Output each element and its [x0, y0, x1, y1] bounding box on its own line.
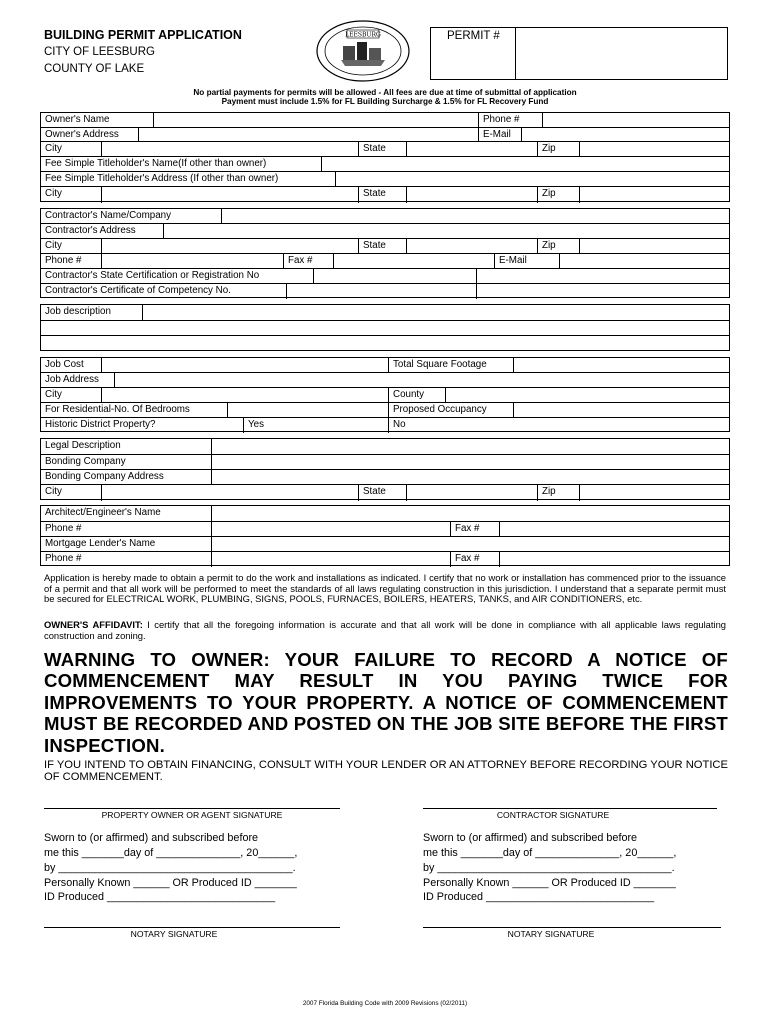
- bonding-zip-label: Zip: [542, 486, 556, 497]
- contractor-city-field[interactable]: [102, 239, 358, 254]
- permit-label: PERMIT #: [447, 30, 500, 42]
- total-square-footage-label: Total Square Footage: [393, 359, 487, 370]
- legal-bonding-section: [40, 438, 730, 500]
- contractor-zip-field[interactable]: [580, 239, 729, 254]
- application-statement: Application is hereby made to obtain a permit to do the work and installations as indicated. I certify that no work or installation has commenced prior to the issuance of a permit and that all work will be performed to meet the standards of all laws regulating construction in this jurisdiction. I understand that a separate permit must be secured for ELECTRICAL WORK, PLUMBING, SIGNS, POOLS, FURNACES, BOILERS, HEATERS, TANKS, and AIR CONDITIONERS, etc.: [44, 572, 726, 605]
- owner-signature-line[interactable]: [44, 808, 340, 809]
- owner-zip-label: Zip: [542, 143, 556, 154]
- bonding-zip-field[interactable]: [580, 485, 729, 501]
- job-address-field[interactable]: [115, 373, 729, 388]
- contractor-sworn-text: Sworn to (or affirmed) and subscribed before: [423, 832, 638, 844]
- job-details-section: [40, 357, 730, 432]
- owner-name-field[interactable]: [154, 113, 517, 127]
- architect-fax-field[interactable]: [500, 522, 729, 537]
- job-cost-label: Job Cost: [45, 359, 84, 370]
- lender-name-field[interactable]: [212, 537, 729, 552]
- titleholder-zip-label: Zip: [542, 188, 556, 199]
- lender-fax-field[interactable]: [500, 552, 729, 567]
- architect-name-label: Architect/Engineer's Name: [45, 507, 161, 518]
- job-address-label: Job Address: [45, 374, 99, 385]
- contractor-state-label: State: [363, 240, 386, 251]
- owner-phone-label: Phone #: [483, 114, 520, 125]
- county-name: COUNTY OF LAKE: [44, 63, 145, 75]
- legal-description-label: Legal Description: [45, 440, 121, 451]
- proposed-occupancy-label: Proposed Occupancy: [393, 404, 487, 415]
- job-cost-field[interactable]: [102, 358, 388, 372]
- contractor-address-field[interactable]: [164, 224, 729, 239]
- contractor-state-cert-label: Contractor's State Certification or Registration No: [45, 270, 260, 281]
- contractor-by-text: by _______________________________________.: [423, 862, 675, 874]
- permit-number-field[interactable]: [516, 28, 727, 79]
- job-description-field-2[interactable]: [41, 320, 729, 336]
- historic-yes-option[interactable]: [273, 418, 388, 433]
- affidavit-text: I certify that all the foregoing information is accurate and that all work will be done in compliance with all applicable laws regulating construction and zoning.: [44, 619, 726, 641]
- contractor-phone-field[interactable]: [102, 254, 283, 269]
- job-county-field[interactable]: [446, 388, 729, 403]
- contractor-signature-label: CONTRACTOR SIGNATURE: [496, 810, 610, 820]
- bonding-company-field[interactable]: [212, 455, 729, 470]
- bedrooms-field[interactable]: [228, 403, 388, 418]
- owner-personally-known-text: Personally Known ______ OR Produced ID _______: [44, 877, 297, 889]
- owner-me-this-text: me this _______day of ______________, 20______,: [44, 847, 298, 859]
- historic-yes-label: Yes: [248, 419, 264, 430]
- architect-name-field[interactable]: [212, 506, 729, 521]
- contractor-name-field[interactable]: [222, 209, 729, 223]
- owner-notary-signature-label: NOTARY SIGNATURE: [130, 929, 218, 939]
- permit-number-box: [430, 27, 728, 80]
- total-square-footage-field[interactable]: [514, 358, 729, 372]
- owner-notary-signature-line[interactable]: [44, 927, 340, 928]
- owner-city-label: City: [45, 143, 62, 154]
- job-description-field-1[interactable]: [143, 305, 729, 320]
- owner-city-field[interactable]: [102, 142, 358, 157]
- owner-state-label: State: [363, 143, 386, 154]
- city-seal-logo: [315, 20, 411, 82]
- contractor-competency-field[interactable]: [287, 284, 476, 299]
- architect-fax-label: Fax #: [455, 523, 480, 534]
- lender-name-label: Mortgage Lender's Name: [45, 538, 156, 549]
- payment-notice-line2: Payment must include 1.5% for FL Building Surcharge & 1.5% for FL Recovery Fund: [221, 97, 549, 106]
- bonding-city-field[interactable]: [102, 485, 358, 501]
- contractor-me-this-text: me this _______day of ______________, 20______,: [423, 847, 677, 859]
- contractor-notary-signature-label: NOTARY SIGNATURE: [507, 929, 595, 939]
- contractor-address-label: Contractor's Address: [45, 225, 136, 236]
- financing-notice: IF YOU INTEND TO OBTAIN FINANCING, CONSULT WITH YOUR LENDER OR AN ATTORNEY BEFORE RECORDING YOUR NOTICE OF COMMENCEMENT.: [44, 759, 728, 784]
- titleholder-address-label: Fee Simple Titleholder's Address (If other than owner): [45, 173, 279, 184]
- titleholder-city-label: City: [45, 188, 62, 199]
- bonding-state-field[interactable]: [407, 485, 537, 501]
- owner-address-label: Owner's Address: [45, 129, 119, 140]
- titleholder-zip-field[interactable]: [580, 187, 729, 203]
- contractor-city-label: City: [45, 240, 62, 251]
- contractor-state-cert-field[interactable]: [314, 269, 476, 284]
- bonding-company-label: Bonding Company: [45, 456, 126, 467]
- owner-address-field[interactable]: [139, 128, 478, 142]
- owner-affidavit: [44, 620, 726, 641]
- warning-to-owner: WARNING TO OWNER: YOUR FAILURE TO RECORD A NOTICE OF COMMENCEMENT MAY RESULT IN YOU PAYING TWICE FOR IMPROVEMENTS TO YOUR PROPERTY. A NOTICE OF COMMENCEMENT MUST BE RECORDED AND POSTED ON THE JOB SITE BEFORE THE FIRST INSPECTION.: [44, 649, 728, 756]
- contractor-personally-known-text: Personally Known ______ OR Produced ID _______: [423, 877, 676, 889]
- contractor-fax-label: Fax #: [288, 255, 313, 266]
- contractor-name-label: Contractor's Name/Company: [45, 210, 172, 221]
- footer-code-reference: 2007 Florida Building Code with 2009 Revisions (02/2011): [302, 1000, 468, 1007]
- job-county-label: County: [393, 389, 425, 400]
- payment-notice-line1: No partial payments for permits will be allowed - All fees are due at time of submittal of application: [193, 88, 577, 97]
- titleholder-state-field[interactable]: [407, 187, 537, 203]
- contractor-email-label: E-Mail: [499, 255, 527, 266]
- owner-signature-label: PROPERTY OWNER OR AGENT SIGNATURE: [101, 810, 283, 820]
- contractor-notary-signature-line[interactable]: [423, 927, 721, 928]
- owner-id-produced-text: ID Produced ____________________________: [44, 891, 276, 903]
- lender-phone-field[interactable]: [212, 552, 450, 567]
- contractor-state-field[interactable]: [407, 239, 537, 254]
- titleholder-name-field[interactable]: [322, 157, 729, 172]
- titleholder-state-label: State: [363, 188, 386, 199]
- job-description-field-3[interactable]: [41, 335, 729, 352]
- owner-by-text: by _______________________________________.: [44, 862, 296, 874]
- contractor-section: [40, 208, 730, 298]
- owner-section: [40, 112, 730, 202]
- owner-sworn-text: Sworn to (or affirmed) and subscribed before: [44, 832, 259, 844]
- bonding-state-label: State: [363, 486, 386, 497]
- historic-no-option[interactable]: [413, 418, 729, 433]
- historic-district-label: Historic District Property?: [45, 419, 156, 430]
- city-name: CITY OF LEESBURG: [44, 46, 155, 58]
- proposed-occupancy-field[interactable]: [514, 403, 729, 418]
- contractor-competency-extra-field[interactable]: [477, 284, 729, 299]
- contractor-id-produced-text: ID Produced ____________________________: [423, 891, 655, 903]
- owner-zip-field[interactable]: [580, 142, 729, 157]
- contractor-phone-label: Phone #: [45, 255, 82, 266]
- job-city-label: City: [45, 389, 62, 400]
- bonding-city-label: City: [45, 486, 62, 497]
- affidavit-label: OWNER'S AFFIDAVIT:: [44, 619, 143, 630]
- job-description-label: Job description: [45, 306, 111, 317]
- owner-phone-field[interactable]: [543, 113, 729, 127]
- titleholder-city-field[interactable]: [102, 187, 358, 203]
- seal-text: LEESBURG: [345, 31, 381, 39]
- bonding-address-field[interactable]: [212, 470, 729, 485]
- titleholder-name-label: Fee Simple Titleholder's Name(If other than owner): [45, 158, 267, 169]
- architect-lender-section: [40, 505, 730, 566]
- owner-email-label: E-Mail: [483, 129, 511, 140]
- job-city-field[interactable]: [102, 388, 388, 403]
- form-title: BUILDING PERMIT APPLICATION: [44, 28, 242, 42]
- lender-fax-label: Fax #: [455, 553, 480, 564]
- bonding-address-label: Bonding Company Address: [45, 471, 164, 482]
- job-description-section: [40, 304, 730, 351]
- contractor-state-cert-extra-field[interactable]: [477, 269, 729, 284]
- owner-name-label: Owner's Name: [45, 114, 110, 125]
- owner-email-field[interactable]: [522, 128, 729, 142]
- titleholder-address-field[interactable]: [336, 172, 729, 187]
- contractor-competency-label: Contractor's Certificate of Competency No.: [45, 285, 231, 296]
- bedrooms-label: For Residential-No. Of Bedrooms: [45, 404, 190, 415]
- contractor-email-field[interactable]: [560, 254, 729, 269]
- contractor-signature-line[interactable]: [423, 808, 717, 809]
- architect-phone-label: Phone #: [45, 523, 82, 534]
- historic-no-label: No: [393, 419, 406, 430]
- lender-phone-label: Phone #: [45, 553, 82, 564]
- contractor-fax-field[interactable]: [334, 254, 494, 269]
- contractor-zip-label: Zip: [542, 240, 556, 251]
- legal-description-field[interactable]: [212, 439, 729, 454]
- owner-state-field[interactable]: [407, 142, 537, 157]
- architect-phone-field[interactable]: [212, 522, 450, 537]
